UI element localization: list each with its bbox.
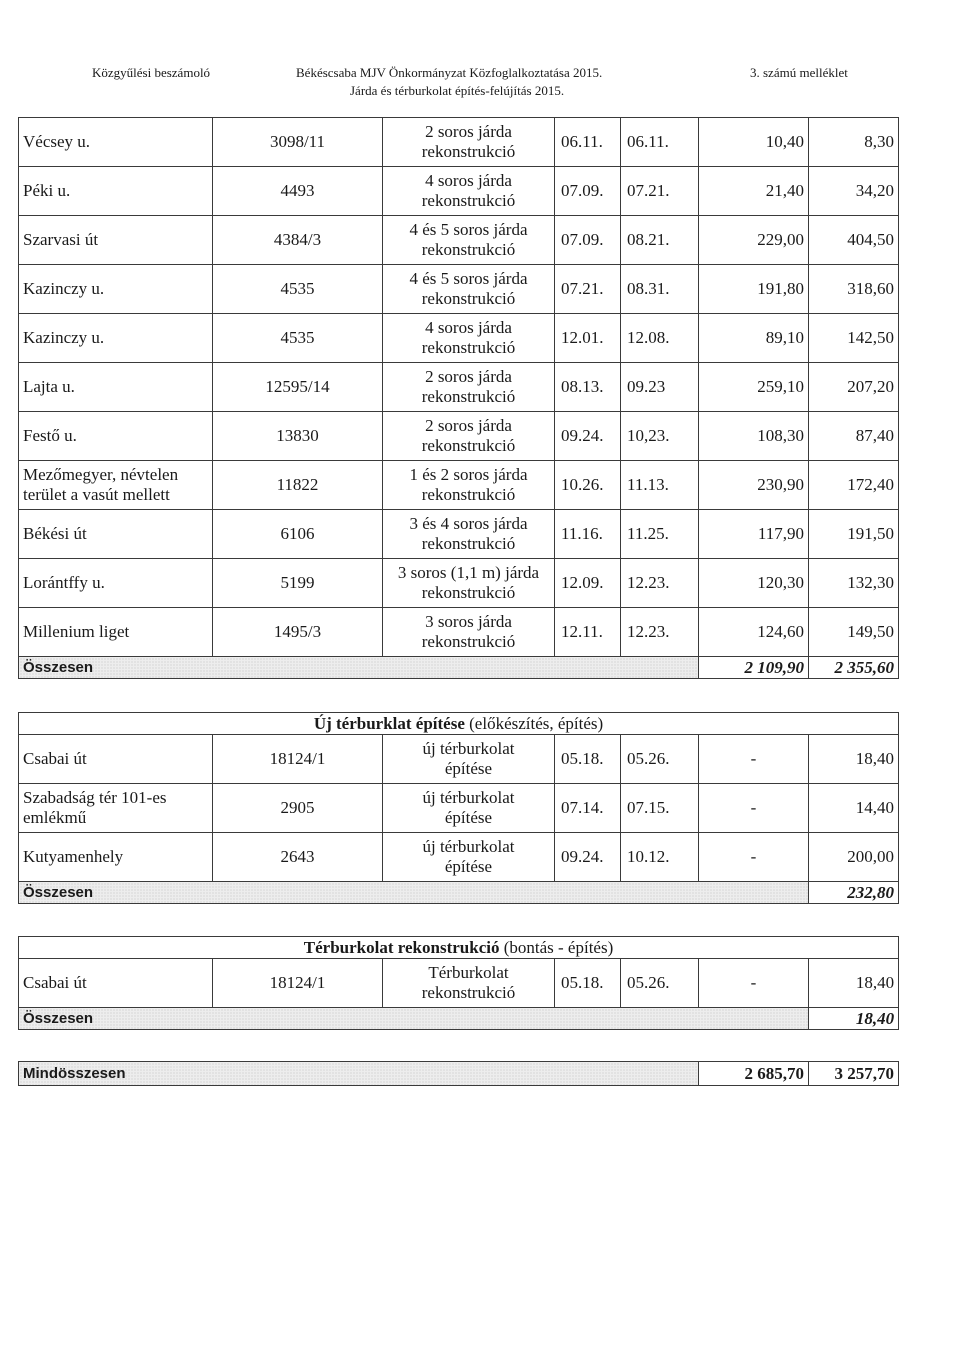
parcel-cell: 4384/3	[213, 216, 383, 265]
section2-title-rest: (előkészítés, építés)	[464, 713, 604, 733]
parcel-cell: 1495/3	[213, 608, 383, 657]
work-cell	[383, 314, 555, 363]
total-label: Összesen	[19, 1008, 809, 1030]
location-cell: Csabai út	[19, 735, 213, 784]
work-line2: rekonstrukció	[421, 436, 516, 455]
parcel-cell: 18124/1	[213, 735, 383, 784]
table-row	[19, 314, 899, 363]
value2-cell: 8,30	[809, 118, 899, 167]
section3-title-bold: Térburkolat rekonstrukció	[303, 937, 500, 957]
header-center-line1: Békéscsaba MJV Önkormányzat Közfoglalkoztatása 2015.	[296, 65, 603, 80]
table-row	[19, 265, 899, 314]
value1-cell: 21,40	[699, 167, 809, 216]
end-date-cell: 07.15.	[621, 784, 699, 833]
work-line2: rekonstrukció	[421, 387, 516, 406]
work-cell	[383, 833, 555, 882]
value2-cell: 207,20	[809, 363, 899, 412]
end-date-cell: 10,23.	[621, 412, 699, 461]
table-row	[19, 461, 899, 510]
work-line1: 4 és 5 soros járda	[409, 220, 528, 239]
value1-cell: 259,10	[699, 363, 809, 412]
parcel-cell: 2905	[213, 784, 383, 833]
value2-cell: 14,40	[809, 784, 899, 833]
work-line1: 3 és 4 soros járda	[409, 514, 528, 533]
work-line2: rekonstrukció	[421, 583, 516, 602]
table-row	[19, 784, 899, 833]
work-line2: építése	[444, 759, 493, 778]
work-cell	[383, 167, 555, 216]
table-row	[19, 608, 899, 657]
work-line2: rekonstrukció	[421, 534, 516, 553]
sidewalk-table	[18, 117, 899, 679]
parcel-cell: 18124/1	[213, 959, 383, 1008]
work-line2: rekonstrukció	[421, 632, 516, 651]
start-date-cell: 09.24.	[555, 833, 621, 882]
work-line1: 2 soros járda	[425, 122, 512, 141]
start-date-cell: 12.01.	[555, 314, 621, 363]
start-date-cell: 07.21.	[555, 265, 621, 314]
header-center-line2: Járda és térburkolat építés-felújítás 2015.	[350, 83, 565, 98]
value2-cell: 191,50	[809, 510, 899, 559]
work-line2: rekonstrukció	[421, 485, 516, 504]
work-line2: rekonstrukció	[421, 289, 516, 308]
work-line2: építése	[444, 808, 493, 827]
value1-cell: 89,10	[699, 314, 809, 363]
table-row	[19, 167, 899, 216]
end-date-cell: 06.11.	[621, 118, 699, 167]
parcel-cell: 2643	[213, 833, 383, 882]
value1-cell: -	[699, 959, 809, 1008]
work-line2: rekonstrukció	[421, 983, 516, 1002]
work-line1: 2 soros járda	[425, 367, 512, 386]
value2-cell: 87,40	[809, 412, 899, 461]
end-date-cell: 05.26.	[621, 735, 699, 784]
location-cell: Kazinczy u.	[19, 265, 213, 314]
grand-total-v2: 3 257,70	[809, 1062, 899, 1086]
value2-cell: 18,40	[809, 735, 899, 784]
start-date-cell: 05.18.	[555, 735, 621, 784]
section2-title	[19, 713, 899, 735]
table-row	[19, 216, 899, 265]
value2-cell: 318,60	[809, 265, 899, 314]
value2-cell: 18,40	[809, 959, 899, 1008]
end-date-cell: 08.31.	[621, 265, 699, 314]
work-cell	[383, 265, 555, 314]
value1-cell: 229,00	[699, 216, 809, 265]
value2-cell: 142,50	[809, 314, 899, 363]
end-date-cell: 12.23.	[621, 608, 699, 657]
value2-cell: 172,40	[809, 461, 899, 510]
table-row	[19, 833, 899, 882]
section2-title-bold: Új térburklat építése	[313, 713, 465, 733]
value1-cell: 10,40	[699, 118, 809, 167]
work-line1: Térburkolat	[428, 963, 509, 982]
location-cell: Millenium liget	[19, 608, 213, 657]
value1-cell: 117,90	[699, 510, 809, 559]
location-cell: Mezőmegyer, névtelen terület a vasút mellett	[19, 461, 213, 510]
total-v2: 18,40	[809, 1008, 899, 1030]
value1-cell: 124,60	[699, 608, 809, 657]
end-date-cell: 11.13.	[621, 461, 699, 510]
value1-cell: 108,30	[699, 412, 809, 461]
work-cell	[383, 216, 555, 265]
location-cell: Csabai út	[19, 959, 213, 1008]
value1-cell: 230,90	[699, 461, 809, 510]
total-row	[19, 657, 899, 679]
header-right: 3. számú melléklet	[750, 65, 848, 80]
table-row	[19, 363, 899, 412]
table-row	[19, 559, 899, 608]
value2-cell: 149,50	[809, 608, 899, 657]
start-date-cell: 07.09.	[555, 167, 621, 216]
work-line1: 2 soros járda	[425, 416, 512, 435]
location-cell: Lorántffy u.	[19, 559, 213, 608]
end-date-cell: 10.12.	[621, 833, 699, 882]
parcel-cell: 12595/14	[213, 363, 383, 412]
work-line2: rekonstrukció	[421, 191, 516, 210]
start-date-cell: 07.14.	[555, 784, 621, 833]
value2-cell: 132,30	[809, 559, 899, 608]
end-date-cell: 08.21.	[621, 216, 699, 265]
work-cell	[383, 510, 555, 559]
grand-total-label: Mindösszesen	[19, 1062, 699, 1086]
work-line1: új térburkolat	[422, 788, 515, 807]
total-label: Összesen	[19, 657, 699, 679]
total-v2: 2 355,60	[809, 657, 899, 679]
location-cell: Kazinczy u.	[19, 314, 213, 363]
value2-cell: 200,00	[809, 833, 899, 882]
value1-cell: 191,80	[699, 265, 809, 314]
value1-cell: 120,30	[699, 559, 809, 608]
value1-cell: -	[699, 833, 809, 882]
table-row	[19, 959, 899, 1008]
grand-total-table	[18, 1061, 899, 1086]
location-cell: Kutyamenhely	[19, 833, 213, 882]
start-date-cell: 09.24.	[555, 412, 621, 461]
grand-total-v1: 2 685,70	[699, 1062, 809, 1086]
total-v2: 232,80	[809, 882, 899, 904]
parcel-cell: 5199	[213, 559, 383, 608]
end-date-cell: 12.08.	[621, 314, 699, 363]
work-line2: rekonstrukció	[421, 338, 516, 357]
header-left: Közgyűlési beszámoló	[92, 65, 211, 80]
location-cell: Szabadság tér 101-es emlékmű	[19, 784, 213, 833]
table-row	[19, 510, 899, 559]
work-line1: 3 soros (1,1 m) járda	[397, 563, 540, 582]
location-cell: Szarvasi út	[19, 216, 213, 265]
header-center	[296, 64, 696, 100]
work-line1: 1 és 2 soros járda	[409, 465, 528, 484]
total-label: Összesen	[19, 882, 809, 904]
new-paving-table	[18, 712, 899, 904]
work-cell	[383, 784, 555, 833]
work-cell	[383, 412, 555, 461]
table-row	[19, 118, 899, 167]
total-row	[19, 1008, 899, 1030]
start-date-cell: 05.18.	[555, 959, 621, 1008]
parcel-cell: 4493	[213, 167, 383, 216]
parcel-cell: 3098/11	[213, 118, 383, 167]
parcel-cell: 4535	[213, 265, 383, 314]
work-line2: építése	[444, 857, 493, 876]
work-cell	[383, 608, 555, 657]
work-cell	[383, 559, 555, 608]
end-date-cell: 07.21.	[621, 167, 699, 216]
work-cell	[383, 363, 555, 412]
parcel-cell: 4535	[213, 314, 383, 363]
start-date-cell: 12.11.	[555, 608, 621, 657]
location-cell: Békési út	[19, 510, 213, 559]
work-line2: rekonstrukció	[421, 142, 516, 161]
work-cell	[383, 735, 555, 784]
value1-cell: -	[699, 735, 809, 784]
location-cell: Lajta u.	[19, 363, 213, 412]
start-date-cell: 07.09.	[555, 216, 621, 265]
section3-title	[19, 937, 899, 959]
parcel-cell: 13830	[213, 412, 383, 461]
value2-cell: 404,50	[809, 216, 899, 265]
end-date-cell: 05.26.	[621, 959, 699, 1008]
start-date-cell: 10.26.	[555, 461, 621, 510]
end-date-cell: 11.25.	[621, 510, 699, 559]
total-v1: 2 109,90	[699, 657, 809, 679]
start-date-cell: 08.13.	[555, 363, 621, 412]
total-row	[19, 882, 899, 904]
location-cell: Festő u.	[19, 412, 213, 461]
work-line1: új térburkolat	[422, 739, 515, 758]
value2-cell: 34,20	[809, 167, 899, 216]
work-line1: 3 soros járda	[425, 612, 512, 631]
end-date-cell: 09.23	[621, 363, 699, 412]
table-row	[19, 735, 899, 784]
start-date-cell: 11.16.	[555, 510, 621, 559]
paving-reconstruction-table	[18, 936, 899, 1030]
location-cell: Péki u.	[19, 167, 213, 216]
end-date-cell: 12.23.	[621, 559, 699, 608]
table-row	[19, 412, 899, 461]
location-cell: Vécsey u.	[19, 118, 213, 167]
work-line1: 4 és 5 soros járda	[409, 269, 528, 288]
section3-title-rest: (bontás - építés)	[499, 937, 614, 957]
work-line1: 4 soros járda	[425, 318, 512, 337]
work-line1: új térburkolat	[422, 837, 515, 856]
work-line2: rekonstrukció	[421, 240, 516, 259]
start-date-cell: 06.11.	[555, 118, 621, 167]
work-cell	[383, 118, 555, 167]
parcel-cell: 6106	[213, 510, 383, 559]
work-line1: 4 soros járda	[425, 171, 512, 190]
work-cell	[383, 959, 555, 1008]
start-date-cell: 12.09.	[555, 559, 621, 608]
work-cell	[383, 461, 555, 510]
parcel-cell: 11822	[213, 461, 383, 510]
value1-cell: -	[699, 784, 809, 833]
